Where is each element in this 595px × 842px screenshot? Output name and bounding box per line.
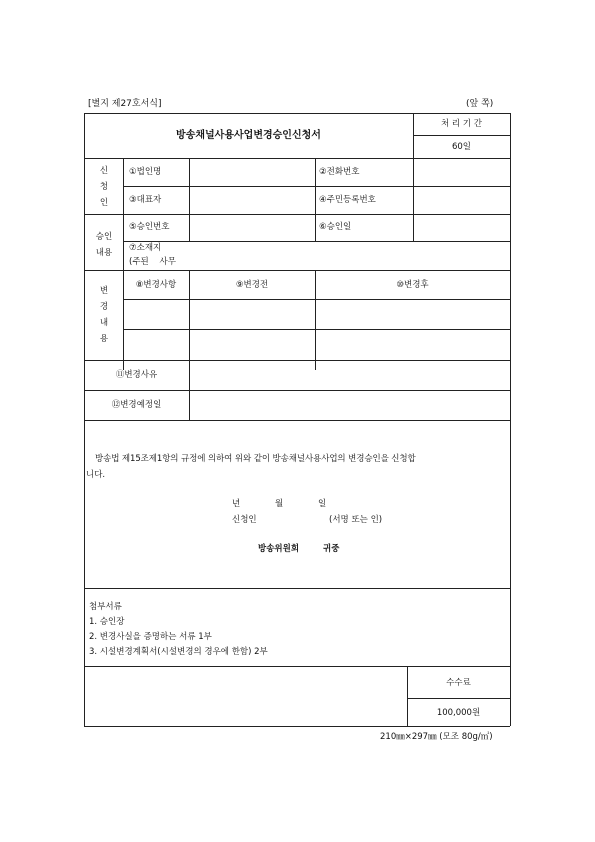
signature-field[interactable]: (서명 또는 인) <box>329 515 383 525</box>
fee-label: 수수료 <box>446 678 471 688</box>
change-before-field[interactable] <box>192 309 312 319</box>
address-field[interactable] <box>192 250 506 260</box>
recipient-honorific: 귀중 <box>323 544 340 554</box>
corp-name-field[interactable] <box>192 168 312 178</box>
change-reason-field[interactable] <box>192 371 506 381</box>
date-year-label: 년 <box>232 499 241 509</box>
form-title: 방송채널사용사업변경승인신청서 <box>176 130 321 141</box>
form-number: [별지 제27호서식] <box>88 99 162 109</box>
signer-label: 신청인 <box>232 515 257 525</box>
representative-label: ③대표자 <box>129 195 162 205</box>
declaration-text-end: 니다. <box>86 470 106 480</box>
approval-date-label: ⑥승인일 <box>319 222 352 232</box>
change-after-field[interactable] <box>318 340 506 350</box>
attachment-item: 3. 시설변경계획서(시설변경의 경우에 한함) 2부 <box>89 647 268 657</box>
address-label-sub: (주된 사무 <box>129 257 176 267</box>
attachment-item: 1. 승인장 <box>89 617 125 627</box>
change-section-label <box>97 283 111 347</box>
change-item-field[interactable] <box>126 309 186 319</box>
paper-spec: 210㎜×297㎜ (모조 80g/㎡) <box>380 732 493 742</box>
recipient-label: 방송위원회 <box>258 544 300 554</box>
corp-name-label: ①법인명 <box>129 167 162 177</box>
applicant-section-char: 인 <box>99 198 109 208</box>
planned-date-label: ⑫변경예정일 <box>111 400 162 410</box>
date-day-label: 일 <box>318 499 327 509</box>
change-before-header: ⑨변경전 <box>235 280 269 290</box>
declaration-text: 방송법 제15조제1항의 규정에 의하여 위와 같이 방송채널사용사업의 변경승인을 신청합 <box>95 454 416 464</box>
address-label: ⑦소재지 <box>129 243 162 253</box>
date-month-label: 월 <box>275 499 284 509</box>
approval-date-field[interactable] <box>416 223 508 233</box>
change-item-field[interactable] <box>126 340 186 350</box>
approval-number-label: ⑤승인번호 <box>129 222 170 232</box>
planned-date-field[interactable] <box>192 401 506 411</box>
change-after-field[interactable] <box>318 309 506 319</box>
page-side-label: (앞 쪽) <box>466 99 494 109</box>
attachments-title: 첨부서류 <box>89 602 122 612</box>
change-item-header: ⑧변경사항 <box>135 280 177 290</box>
change-section-char: 내 <box>99 318 109 328</box>
change-section-char: 용 <box>99 334 109 344</box>
processing-period-label: 처 리 기 간 <box>441 119 482 129</box>
applicant-section-label <box>97 163 111 211</box>
phone-field[interactable] <box>416 168 508 178</box>
applicant-section-char: 청 <box>99 182 109 192</box>
fee-value: 100,000원 <box>436 708 481 718</box>
resident-number-field[interactable] <box>416 196 508 206</box>
approval-section-line: 승인 <box>95 232 113 242</box>
change-before-field[interactable] <box>192 340 312 350</box>
approval-section-line: 내용 <box>95 248 113 258</box>
change-section-char: 변 <box>99 286 109 296</box>
change-section-char: 경 <box>99 302 109 312</box>
representative-field[interactable] <box>192 196 312 206</box>
change-after-header: ⑩변경후 <box>396 280 429 290</box>
approval-section-label <box>90 229 118 261</box>
change-reason-label: ⑪변경사유 <box>115 370 158 380</box>
attachment-item: 2. 변경사실을 증명하는 서류 1부 <box>89 632 212 642</box>
processing-period-value: 60일 <box>451 142 472 152</box>
resident-number-label: ④주민등록번호 <box>319 195 376 205</box>
approval-number-field[interactable] <box>192 223 312 233</box>
phone-label: ②전화번호 <box>319 167 360 177</box>
applicant-section-char: 신 <box>99 166 109 176</box>
